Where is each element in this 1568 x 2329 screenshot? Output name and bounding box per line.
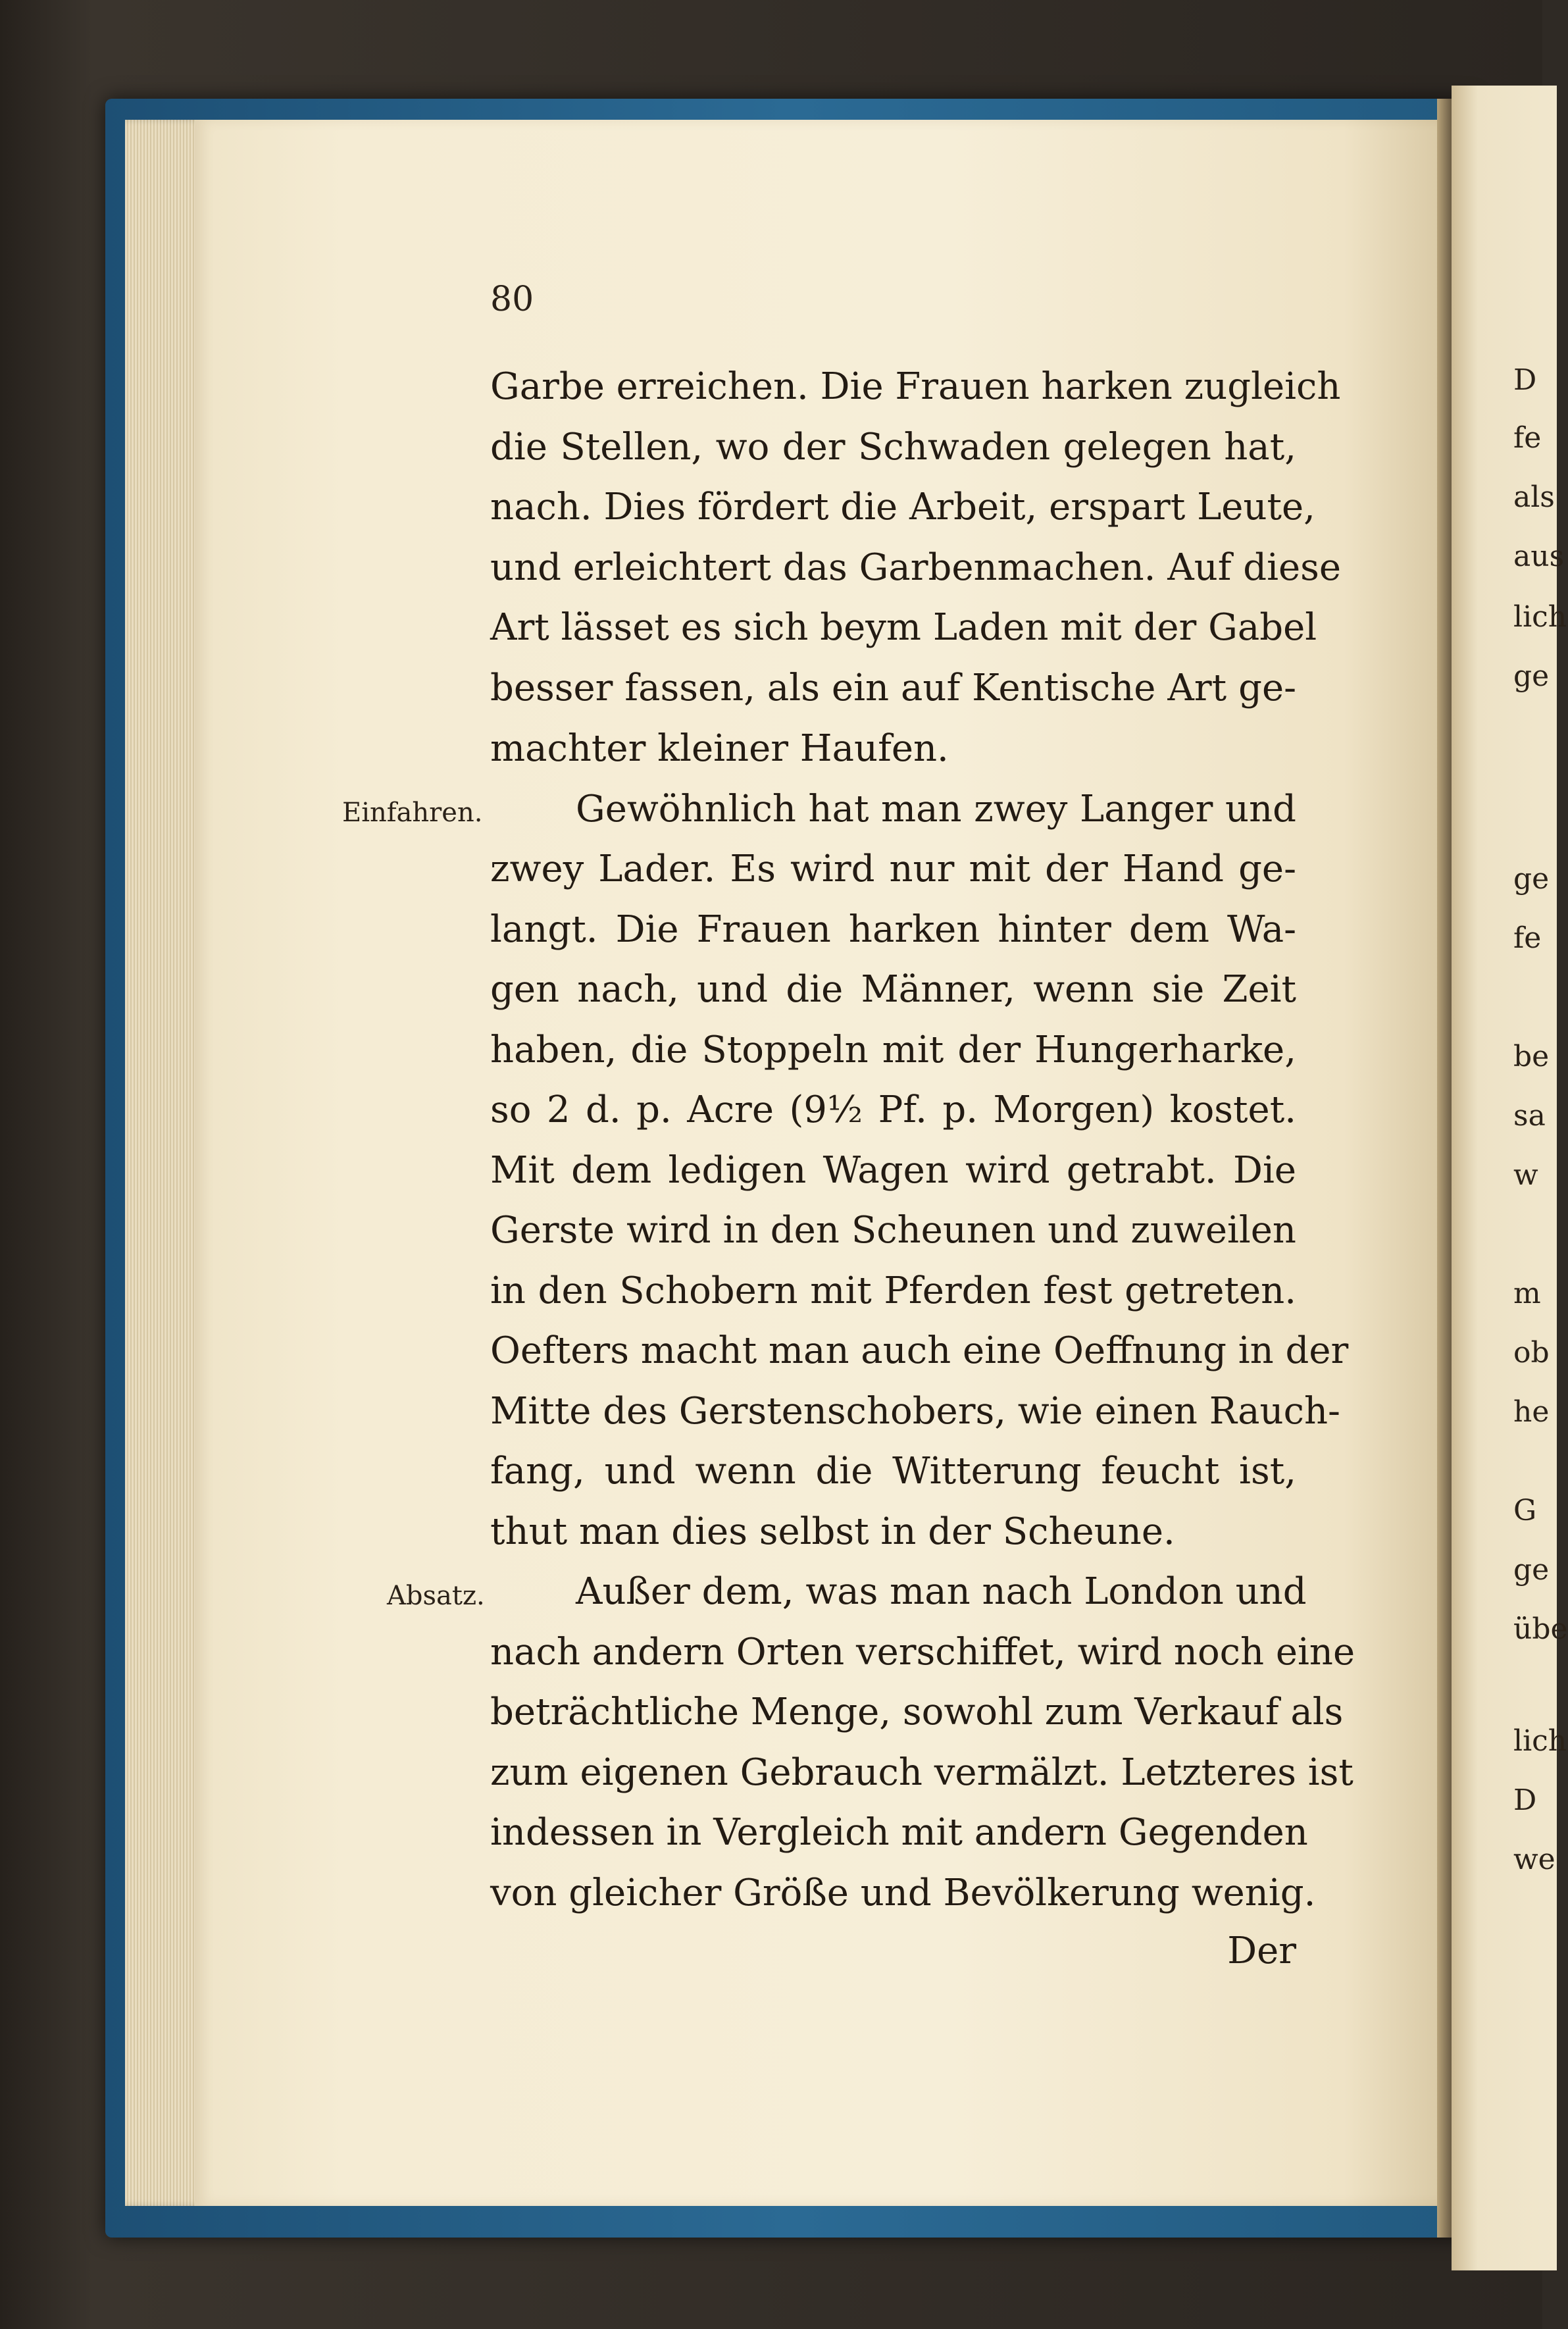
next-page-text: he bbox=[1513, 1395, 1550, 1429]
text-line: zum eigenen Gebrauch vermälzt. Letzteres ist bbox=[490, 1751, 1353, 1794]
text-line: thut man dies selbst in der Scheune. bbox=[490, 1510, 1175, 1553]
text-line: Garbe erreichen. Die Frauen harken zugleich bbox=[490, 365, 1341, 408]
next-page-text: ge bbox=[1513, 659, 1550, 693]
next-page-text: sa bbox=[1513, 1099, 1546, 1133]
text-line: haben, die Stoppeln mit der Hungerharke, bbox=[490, 1029, 1296, 1071]
next-page-text: D bbox=[1513, 363, 1537, 397]
text-line: Mitte des Gerstenschobers, wie einen Rauch- bbox=[490, 1390, 1340, 1433]
text-line: indessen in Vergleich mit andern Gegenden bbox=[490, 1811, 1308, 1854]
next-page-text: ge bbox=[1513, 862, 1550, 896]
text-line: Art lässet es sich beym Laden mit der Gabel bbox=[490, 606, 1317, 649]
text-line: Gerste wird in den Scheunen und zuweilen bbox=[490, 1209, 1296, 1252]
text-line: nach. Dies fördert die Arbeit, erspart Leute, bbox=[490, 486, 1315, 528]
margin-note-absatz: Absatz. bbox=[387, 1581, 485, 1611]
next-page-text: fe bbox=[1513, 421, 1542, 455]
text-line: Mit dem ledigen Wagen wird getrabt. Die bbox=[490, 1149, 1296, 1192]
next-page-text: D bbox=[1513, 1783, 1537, 1817]
text-line: von gleicher Größe und Bevölkerung wenig. bbox=[490, 1872, 1316, 1914]
next-page-text: m bbox=[1513, 1277, 1541, 1310]
text-line: zwey Lader. Es wird nur mit der Hand ge- bbox=[490, 848, 1296, 890]
page-number: 80 bbox=[490, 280, 534, 319]
catchword: Der bbox=[1227, 1930, 1296, 1972]
text-line: und erleichtert das Garbenmachen. Auf diese bbox=[490, 546, 1342, 589]
next-page-text: aus bbox=[1513, 540, 1565, 573]
text-line: machter kleiner Haufen. bbox=[490, 727, 949, 770]
next-page-text: be bbox=[1513, 1040, 1550, 1073]
next-page-text: ob bbox=[1513, 1336, 1550, 1369]
next-page-text: ge bbox=[1513, 1553, 1550, 1587]
text-line: Oefters macht man auch eine Oeffnung in der bbox=[490, 1329, 1349, 1372]
text-line: Gewöhnlich hat man zwey Langer und bbox=[576, 788, 1296, 831]
next-page-fragment bbox=[1452, 86, 1568, 2270]
text-line: Außer dem, was man nach London und bbox=[576, 1570, 1307, 1613]
next-page-text: lich bbox=[1513, 1724, 1567, 1758]
text-line: so 2 d. p. Acre (9½ Pf. p. Morgen) kostet. bbox=[490, 1088, 1296, 1131]
margin-note-einfahren: Einfahren. bbox=[342, 798, 483, 828]
text-line: fang, und wenn die Witterung feucht ist, bbox=[490, 1450, 1296, 1493]
text-line: gen nach, und die Männer, wenn sie Zeit bbox=[490, 968, 1296, 1011]
text-line: beträchtliche Menge, sowohl zum Verkauf als bbox=[490, 1691, 1344, 1733]
text-line: besser fassen, als ein auf Kentische Art ge- bbox=[490, 667, 1296, 709]
next-page-text: fe bbox=[1513, 921, 1542, 955]
next-page-text: übe bbox=[1513, 1612, 1568, 1646]
next-page-text: als bbox=[1513, 480, 1555, 514]
next-page-text: G bbox=[1513, 1494, 1537, 1527]
text-line: in den Schobern mit Pferden fest getreten. bbox=[490, 1269, 1296, 1312]
next-page-text: we bbox=[1513, 1843, 1555, 1876]
page-edges bbox=[125, 120, 204, 2206]
text-line: langt. Die Frauen harken hinter dem Wa- bbox=[490, 908, 1296, 951]
text-line: die Stellen, wo der Schwaden gelegen hat, bbox=[490, 426, 1296, 469]
next-page-text: lich bbox=[1513, 600, 1567, 634]
next-page-text: w bbox=[1513, 1158, 1538, 1192]
text-line: nach andern Orten verschiffet, wird noch eine bbox=[490, 1631, 1355, 1674]
